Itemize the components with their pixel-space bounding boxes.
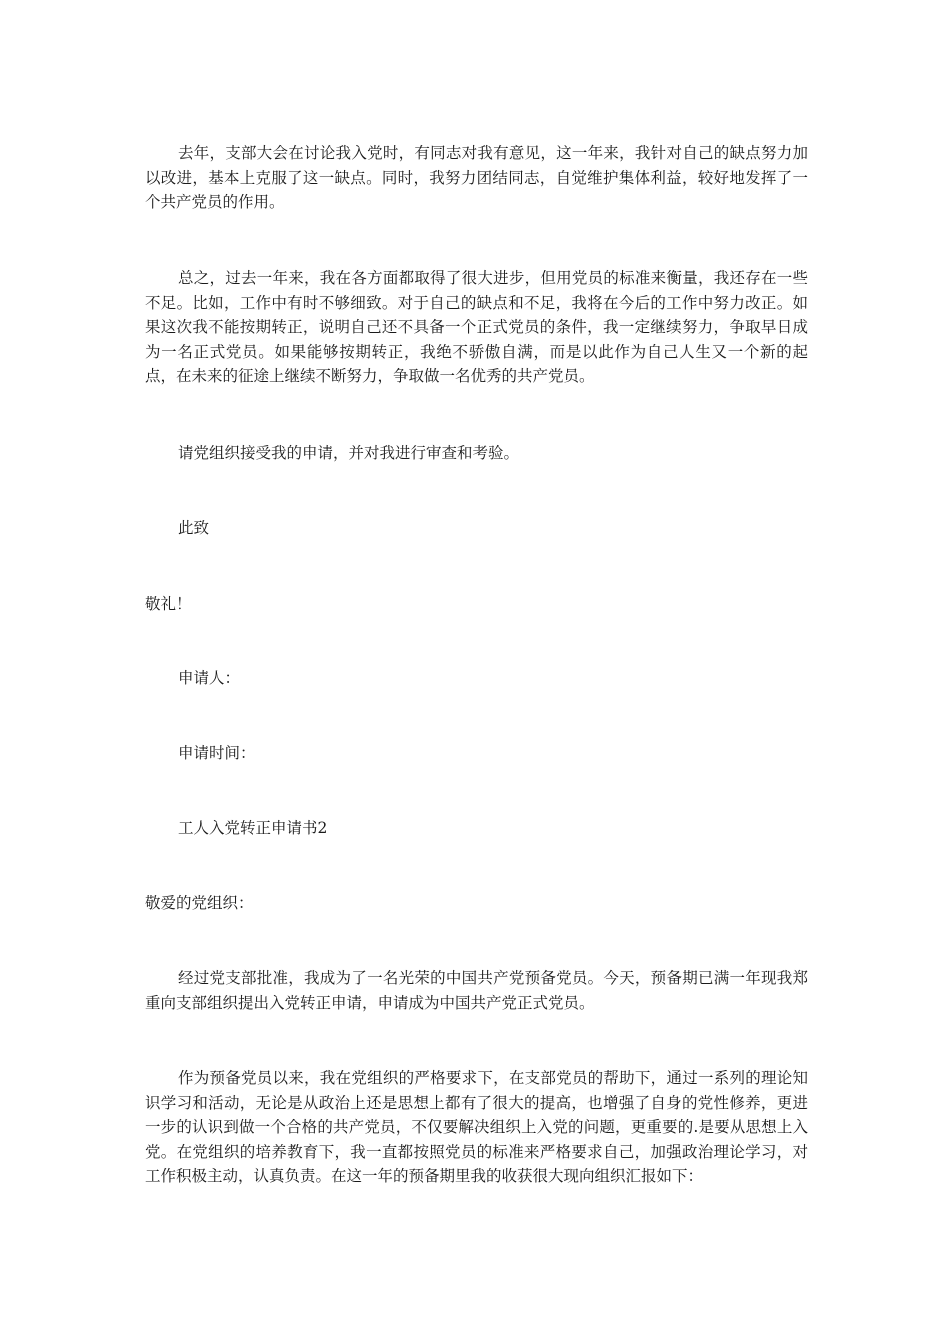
- application-date-label: 申请时间：: [178, 744, 256, 762]
- paragraph-approval: 经过党支部批准，我成为了一名光荣的中国共产党预备党员。今天，预备期已满一年现我郑重向支部组织提出入党转正申请，申请成为中国共产党正式党员。: [145, 969, 808, 1012]
- closing-salutation: 此致: [178, 519, 210, 537]
- document-title: 工人入党转正申请书2: [178, 819, 328, 837]
- paragraph-self-improvement: 去年，支部大会在讨论我入党时，有同志对我有意见，这一年来，我针对自己的缺点努力加以改进，基本上克服了这一缺点。同时，我努力团结同志，自觉维护集体利益，较好地发挥了一个共产党员的作用。: [145, 144, 808, 211]
- paragraph-request: 请党组织接受我的申请，并对我进行审查和考验。: [178, 444, 520, 462]
- paragraph-report: 作为预备党员以来，我在党组织的严格要求下，在支部党员的帮助下，通过一系列的理论知识学习和活动，无论是从政治上还是思想上都有了很大的提高，也增强了自身的党性修养，更进一步的认识到做一个合格的共产党员，不仅要解决组织上入党的问题，更重要的.是要从思想上入党。在党组织的培养教育下，我一直都按照党员的标准来严格要求自己，加强政治理论学习，对工作积极主动，认真负责。在这一年的预备期里我的收获很大现向组织汇报如下：: [145, 1069, 808, 1185]
- greeting: 敬爱的党组织：: [145, 894, 254, 912]
- paragraph-summary: 总之，过去一年来，我在各方面都取得了很大进步，但用党员的标准来衡量，我还存在一些不足。比如，工作中有时不够细致。对于自己的缺点和不足，我将在今后的工作中努力改正。如果这次我不能按期转正，说明自己还不具备一个正式党员的条件，我一定继续努力，争取早日成为一名正式党员。如果能够按期转正，我绝不骄傲自满，而是以此作为自己人生又一个新的起点，在未来的征途上继续不断努力，争取做一名优秀的共产党员。: [145, 269, 808, 385]
- closing-respect: 敬礼！: [145, 595, 192, 613]
- applicant-label: 申请人：: [178, 669, 241, 687]
